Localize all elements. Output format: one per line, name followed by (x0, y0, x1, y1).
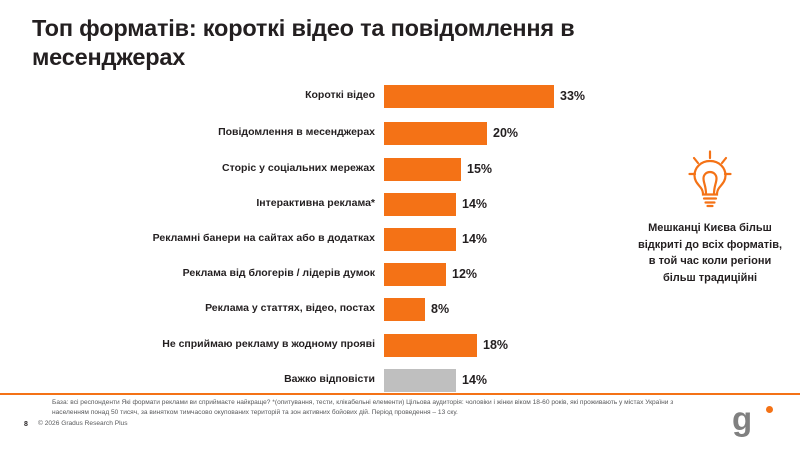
category-label: Важко відповісти (284, 373, 375, 386)
category-label: Повідомлення в месенджерах (218, 126, 375, 139)
chart-row (32, 227, 632, 251)
category-label: Реклама від блогерів / лідерів думок (182, 267, 375, 280)
sidenote-text: Мешканці Києва більш відкриті до всіх форматів, в той час коли регіони більш традиційні (637, 222, 783, 284)
bar-track (384, 157, 632, 181)
chart-row (32, 262, 632, 286)
chart-row (32, 121, 632, 145)
bar-value: 12% (452, 267, 478, 281)
bar (384, 228, 456, 251)
chart-row (32, 192, 632, 216)
category-label: Короткі відео (305, 89, 375, 102)
bar-track (384, 333, 632, 357)
category-label: Реклама у статтях, відео, постах (205, 302, 375, 315)
bar (384, 193, 456, 216)
chart-row (32, 157, 632, 181)
category-label: Не сприймаю рекламу в жодному прояві (162, 338, 375, 351)
page-number: 8 (24, 421, 28, 428)
bar-track (384, 262, 632, 286)
footer-divider (0, 393, 800, 395)
bar (384, 334, 477, 357)
bar (384, 298, 425, 321)
copyright-text: © 2026 Gradus Research Plus (38, 420, 128, 427)
lightbulb-icon (687, 150, 733, 208)
bar (384, 122, 487, 145)
bar-value: 18% (483, 338, 509, 352)
bar-track (384, 297, 632, 321)
bar (384, 158, 461, 181)
category-label: Рекламні банери на сайтах або в додатках (152, 232, 375, 245)
bar-value: 8% (431, 302, 450, 316)
sidenote (636, 150, 784, 286)
chart-row (32, 84, 632, 108)
chart-row (32, 368, 632, 392)
category-label: Інтерактивна реклама* (256, 197, 375, 210)
chart-row (32, 297, 632, 321)
chart-row (32, 333, 632, 357)
gradus-logo (732, 402, 774, 436)
bar-track (384, 227, 632, 251)
bar-value: 14% (462, 197, 488, 211)
bar-value: 33% (560, 89, 586, 103)
logo-letter: g (732, 400, 752, 437)
bar-track (384, 84, 632, 108)
footnote: База: всі респонденти Які формати реклами ви сприймаєте найкраще? *(опитування, тести, клікабельні елементи) Цільова аудиторія: чоловіки і жінки віком 18-60 років, які проживають у містах України з населенням понад 50 тисяч, за винятком тимчасово окупованих територій та зон активних бойових дій. Період проведення – 13 ску. (52, 399, 674, 417)
bar-track (384, 192, 632, 216)
bar (384, 263, 446, 286)
category-label: Сторіс у соціальних мережах (222, 162, 375, 175)
bar-value: 14% (462, 232, 488, 246)
bar-value: 20% (493, 126, 519, 140)
bar-chart (32, 84, 632, 387)
page-title: Топ форматів: короткі відео та повідомлення в месенджерах (32, 15, 575, 70)
bar-track (384, 368, 632, 392)
bar-track (384, 121, 632, 145)
bar (384, 369, 456, 392)
bar-value: 15% (467, 162, 493, 176)
logo-dot (766, 406, 773, 413)
bar-value: 14% (462, 373, 488, 387)
bar (384, 85, 554, 108)
